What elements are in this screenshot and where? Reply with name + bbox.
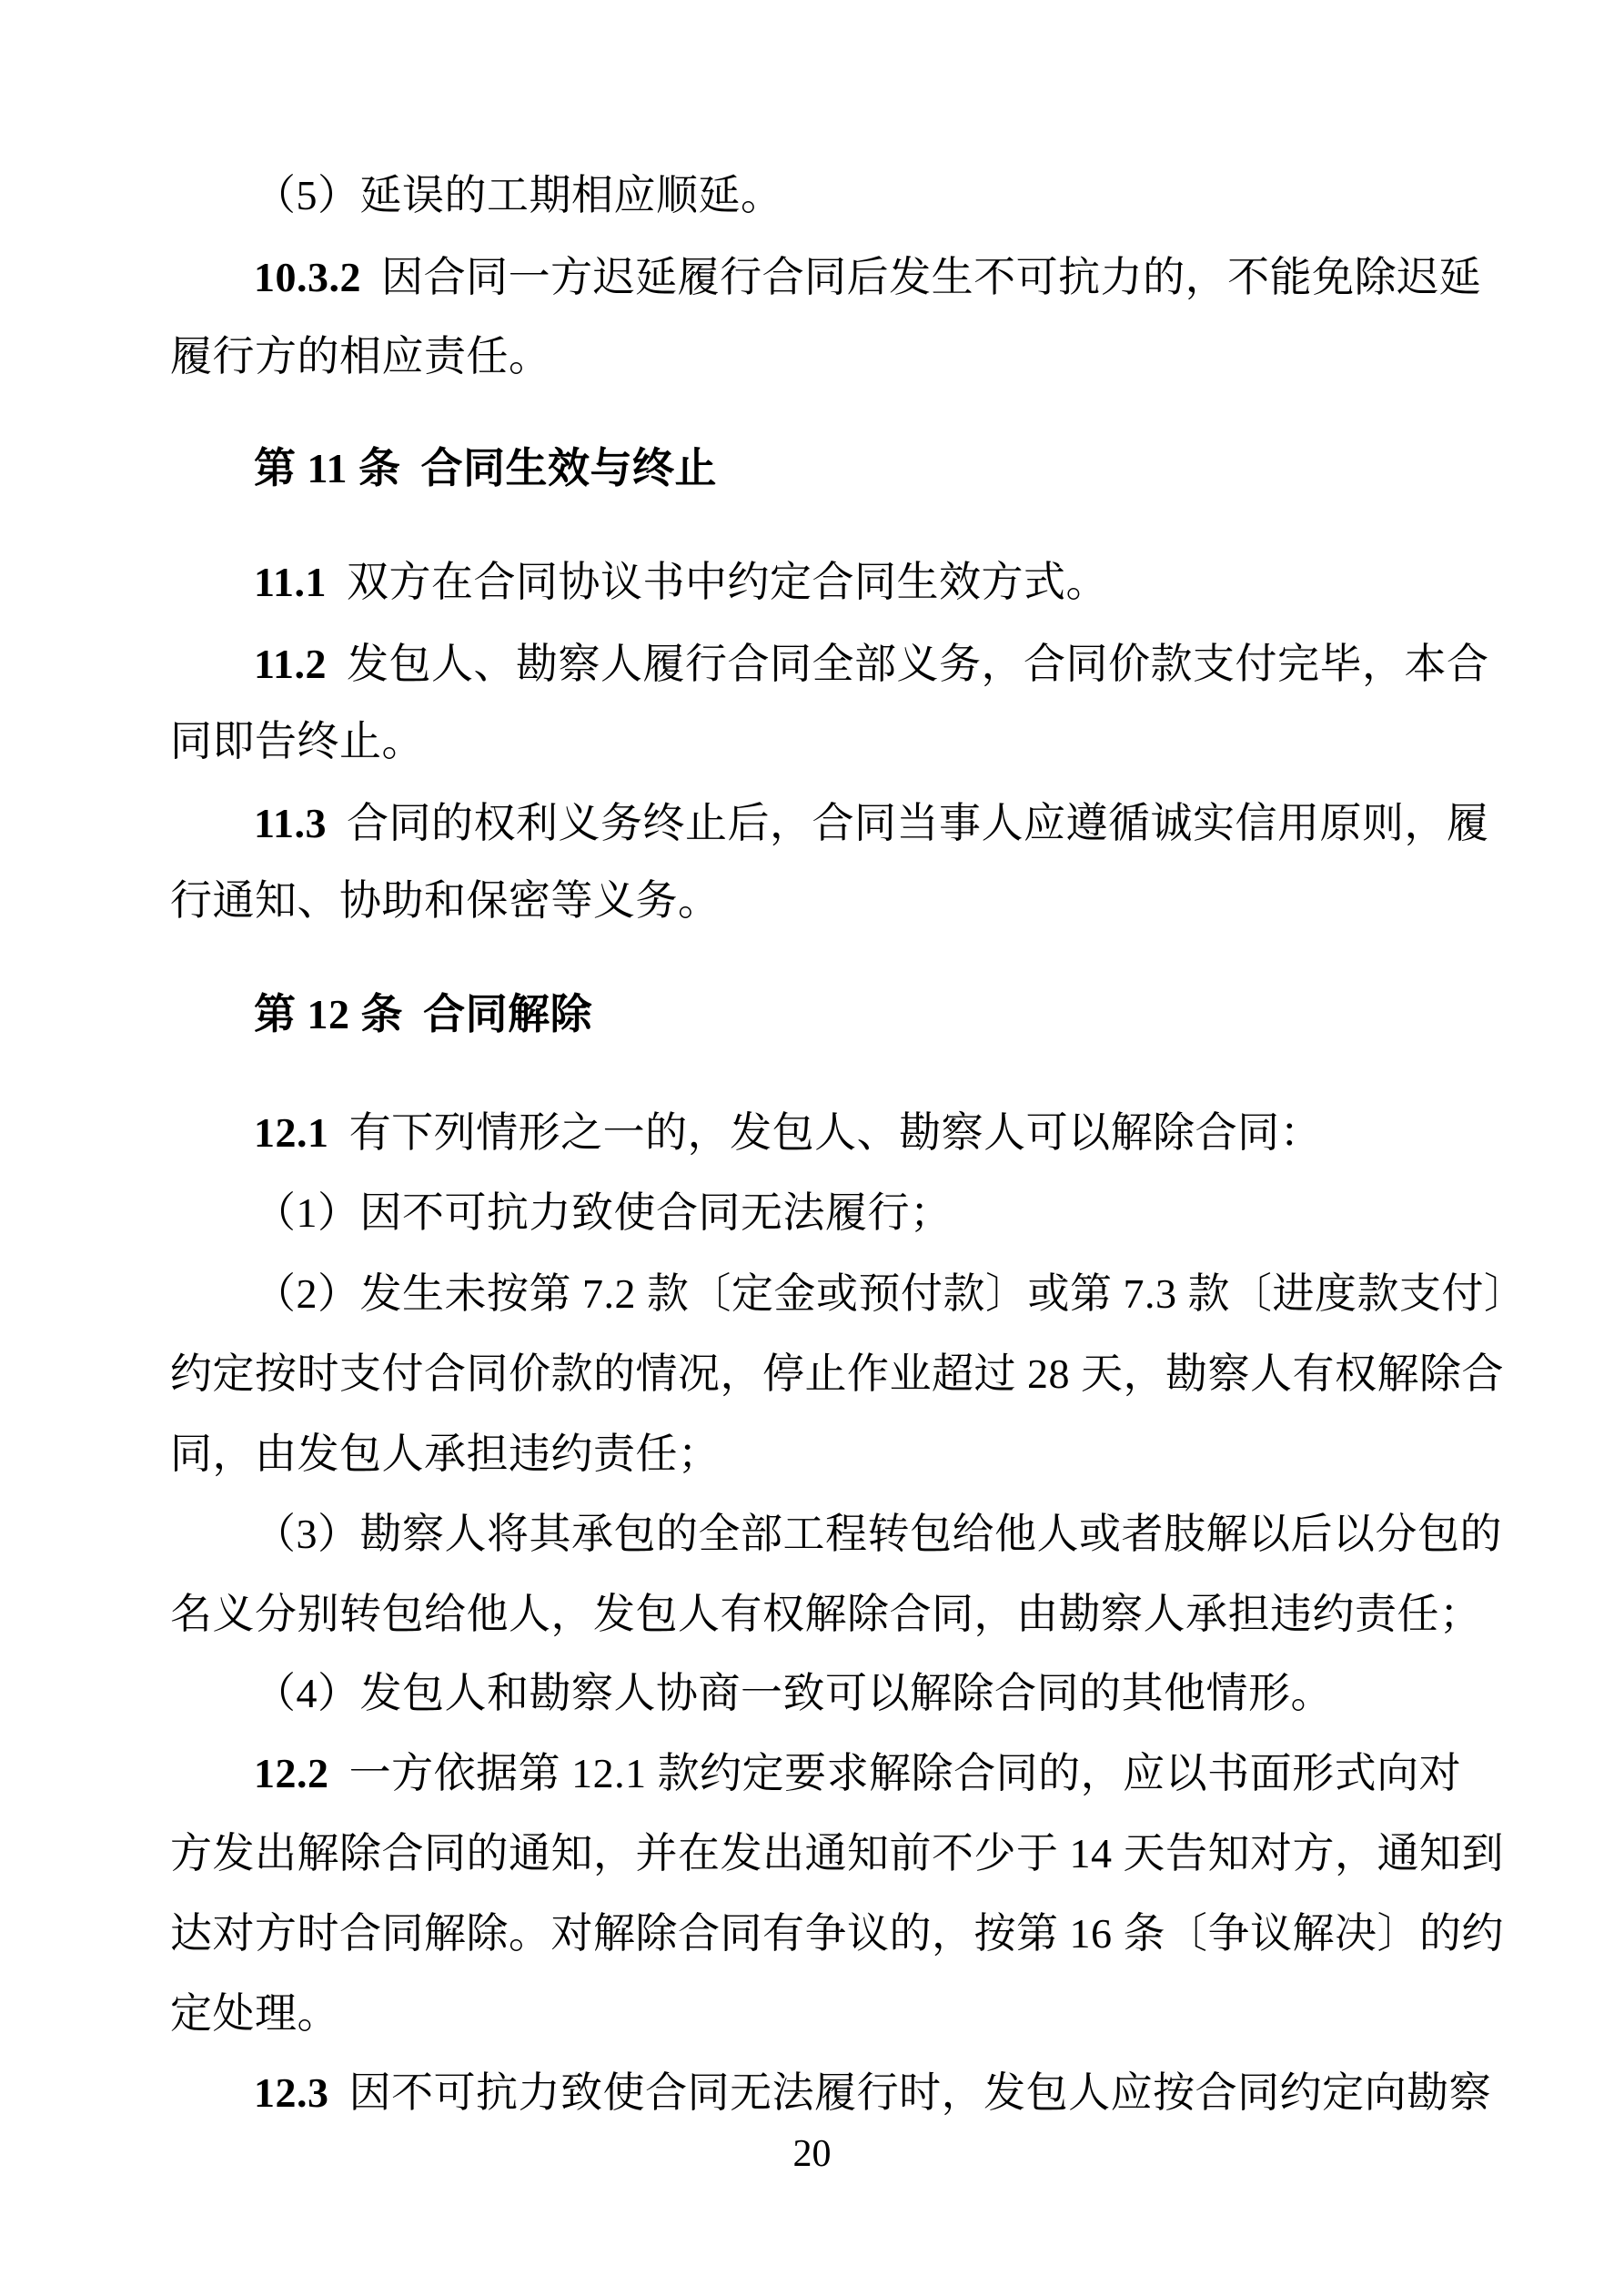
paragraph-line (170, 1907, 1512, 1961)
line-text: （2）发生未按第 7.2 款〔定金或预付款〕或第 7.3 款〔进度款支付〕 (254, 1270, 1527, 1317)
line-text: 一方依据第 12.1 款约定要求解除合同的，应以书面形式向对 (348, 1750, 1462, 1796)
section-heading (170, 441, 1596, 496)
clause-number: 11.2 (254, 641, 327, 687)
section-title: 合同生效与终止 (420, 445, 718, 491)
line-text: 定处理。 (170, 1990, 339, 2037)
paragraph-line (170, 250, 1596, 305)
line-text: 同即告终止。 (170, 718, 424, 764)
paragraph-line (170, 1427, 1512, 1482)
line-text: 发包人、勘察人履行合同全部义务，合同价款支付完毕，本合 (347, 641, 1489, 687)
line-text: （5）延误的工期相应顺延。 (254, 172, 783, 218)
line-text: 合同的权利义务终止后，合同当事人应遵循诚实信用原则，履 (347, 800, 1489, 846)
paragraph-line (170, 1186, 1596, 1240)
line-text: 有下列情形之一的，发包人、勘察人可以解除合同： (348, 1109, 1323, 1156)
line-text: 履行方的相应责任。 (170, 333, 551, 379)
paragraph-line (170, 1507, 1596, 1562)
section-number: 第 11 条 (254, 445, 401, 491)
paragraph-line (170, 1746, 1596, 1801)
paragraph-line (170, 2066, 1596, 2120)
line-text: 达对方时合同解除。对解除合同有争议的，按第 16 条〔争议解决〕的约 (170, 1910, 1504, 1957)
paragraph-line (170, 874, 1512, 928)
clause-number: 12.3 (254, 2069, 329, 2116)
line-text: 因合同一方迟延履行合同后发生不可抗力的，不能免除迟延 (381, 254, 1482, 300)
paragraph-line (170, 796, 1596, 851)
line-text: 因不可抗力致使合同无法履行时，发包人应按合同约定向勘察 (348, 2069, 1492, 2116)
paragraph-line (170, 1347, 1512, 1401)
line-text: 行通知、协助和保密等义务。 (170, 877, 721, 924)
page-number: 20 (792, 2133, 832, 2175)
paragraph-line (170, 1987, 1512, 2041)
line-text: （4）发包人和勘察人协商一致可以解除合同的其他情形。 (254, 1670, 1333, 1716)
paragraph-line (170, 1587, 1512, 1642)
clause-number: 11.3 (254, 800, 327, 846)
paragraph-line (170, 1267, 1596, 1321)
line-text: （1）因不可抗力致使合同无法履行； (254, 1189, 953, 1236)
clause-number: 11.1 (254, 559, 327, 605)
line-text: 同，由发包人承担违约责任； (170, 1431, 721, 1477)
paragraph-line (170, 329, 1512, 384)
paragraph-line (170, 555, 1596, 610)
paragraph-line (170, 1106, 1596, 1160)
clause-number: 12.2 (254, 1750, 329, 1796)
line-text: 名义分别转包给他人，发包人有权解除合同，由勘察人承担违约责任； (170, 1591, 1482, 1637)
line-text: （3）勘察人将其承包的全部工程转包给他人或者肢解以后以分包的 (254, 1511, 1502, 1557)
paragraph-line (170, 168, 1596, 223)
section-heading (170, 987, 1596, 1042)
section-title: 合同解除 (423, 991, 593, 1037)
line-text: 约定按时支付合同价款的情况，停止作业超过 28 天，勘察人有权解除合 (170, 1350, 1504, 1397)
line-text: 双方在合同协议书中约定合同生效方式。 (347, 559, 1109, 605)
paragraph-line (170, 714, 1512, 769)
line-text: 方发出解除合同的通知，并在发出通知前不少于 14 天告知对方，通知到 (170, 1830, 1504, 1876)
paragraph-line (170, 1666, 1596, 1721)
clause-number: 10.3.2 (254, 254, 361, 300)
paragraph-line (170, 637, 1596, 692)
paragraph-line (170, 1826, 1512, 1881)
section-number: 第 12 条 (254, 991, 403, 1037)
clause-number: 12.1 (254, 1109, 329, 1156)
